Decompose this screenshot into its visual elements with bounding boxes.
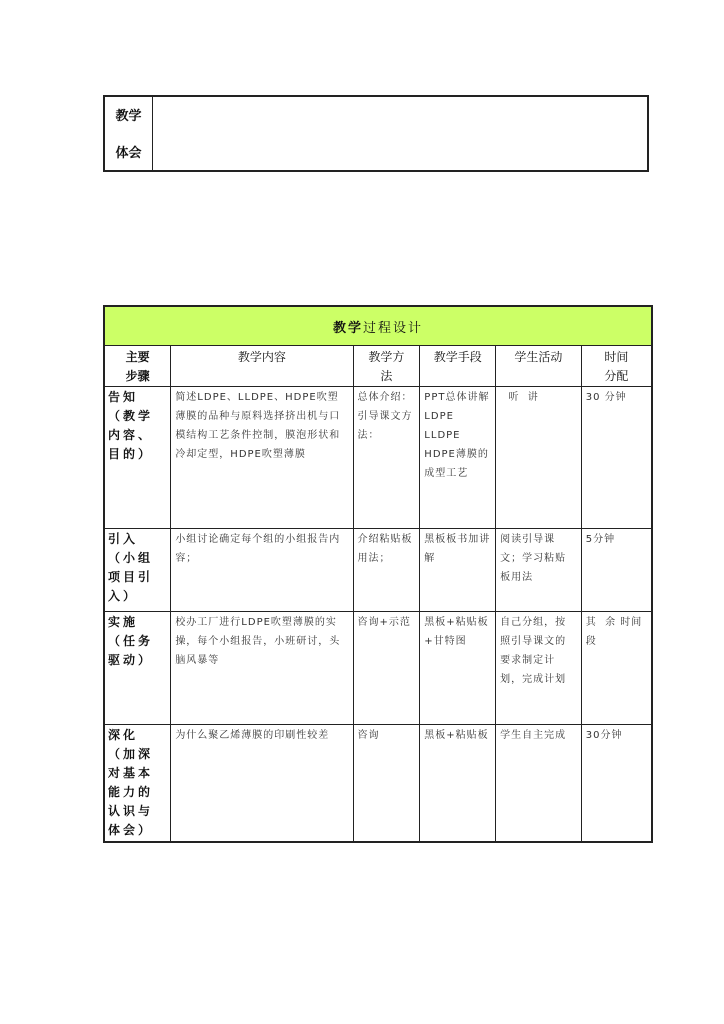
header-step-line2: 步骤 [125, 369, 150, 383]
row-content: 校办工厂进行LDPE吹塑薄膜的实操，每个小组报告，小班研讨，头脑风暴等 [171, 612, 353, 725]
row-time: 5分钟 [581, 529, 652, 612]
header-activity: 学生活动 [496, 346, 582, 387]
row-means: 黑板+粘贴板+甘特图 [420, 612, 496, 725]
reflection-label-line2: 体会 [115, 146, 142, 161]
row-time: 30分钟 [581, 725, 652, 843]
row-time: 30 分钟 [581, 387, 652, 529]
header-time [581, 346, 652, 387]
teaching-reflection-table [103, 95, 649, 172]
row-time: 其 余 时间段 [581, 612, 652, 725]
table-row [104, 529, 652, 612]
header-method-line1: 教学方 [368, 350, 405, 364]
title-rest: 过程设计 [363, 320, 424, 336]
header-step [104, 346, 171, 387]
header-means: 教学手段 [420, 346, 496, 387]
row-method: 总体介绍：引导课文方法： [353, 387, 420, 529]
row-step: 深化（加深对基本能力的认识与体会） [104, 725, 171, 843]
row-means: 黑板板书加讲解 [420, 529, 496, 612]
reflection-label-line1: 教学 [115, 109, 142, 124]
teaching-process-table [103, 305, 653, 843]
row-activity: 阅读引导课文；学习粘贴板用法 [496, 529, 582, 612]
row-activity: 听 讲 [496, 387, 582, 529]
row-method: 咨询 [353, 725, 420, 843]
row-means: PPT总体讲解LDPE LLDPE HDPE薄膜的成型工艺 [420, 387, 496, 529]
row-step: 引入（小组项目引入） [104, 529, 171, 612]
row-activity: 自己分组，按照引导课文的要求制定计划，完成计划 [496, 612, 582, 725]
table-row [104, 612, 652, 725]
row-step: 告知（教学内容、目的） [104, 387, 171, 529]
row-method: 介绍粘贴板用法； [353, 529, 420, 612]
header-method-line2: 法 [380, 369, 393, 383]
title-bold: 教学 [332, 320, 363, 336]
header-row [104, 346, 652, 387]
header-content: 教学内容 [171, 346, 353, 387]
row-content: 小组讨论确定每个组的小组报告内容； [171, 529, 353, 612]
row-step: 实施（任务驱动） [104, 612, 171, 725]
row-activity: 学生自主完成 [496, 725, 582, 843]
row-means: 黑板+粘贴板 [420, 725, 496, 843]
row-content: 简述LDPE、LLDPE、HDPE吹塑薄膜的品种与原料选择挤出机与口模结构工艺条件控制，膜泡形状和冷却定型，HDPE吹塑薄膜 [171, 387, 353, 529]
header-step-line1: 主要 [125, 350, 150, 364]
header-time-line1: 时间 [604, 350, 629, 364]
table-row [104, 387, 652, 529]
row-content: 为什么聚乙烯薄膜的印刷性较差 [171, 725, 353, 843]
reflection-label-cell [104, 96, 153, 171]
header-method [353, 346, 420, 387]
header-time-line2: 分配 [604, 369, 629, 383]
reflection-content-cell [153, 96, 649, 171]
row-method: 咨询+示范 [353, 612, 420, 725]
process-table-title [104, 306, 652, 346]
table-row [104, 725, 652, 843]
